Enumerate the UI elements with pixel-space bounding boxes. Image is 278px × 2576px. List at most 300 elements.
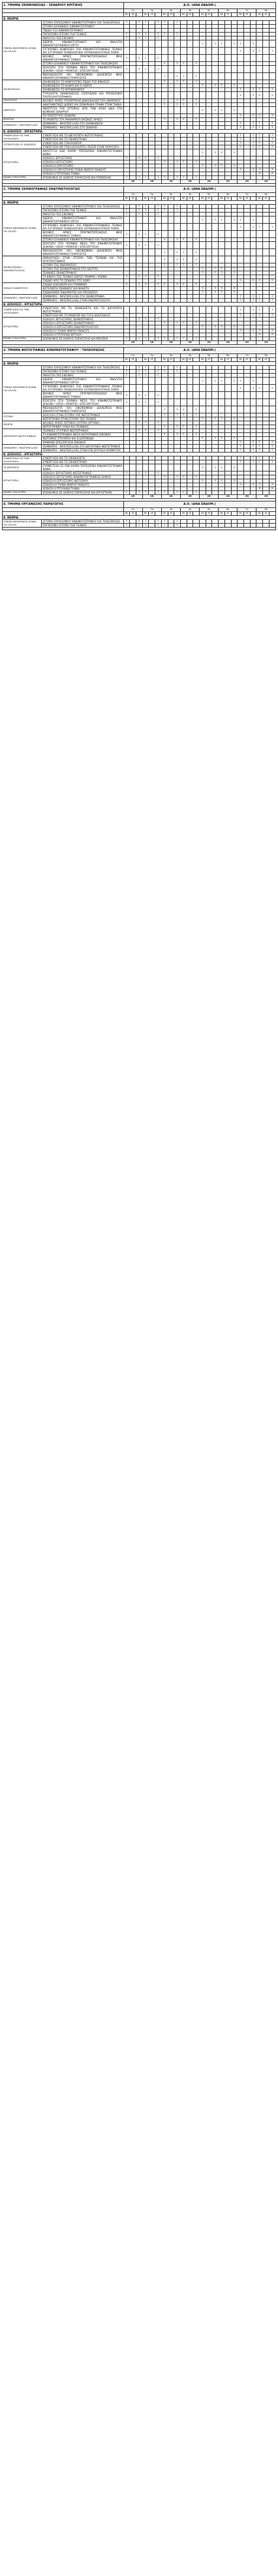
hours-theory-cell: 3 — [219, 287, 225, 291]
hours-total-cell: 2 — [193, 103, 200, 107]
hours-total-cell: 1 — [250, 307, 256, 314]
hours-total-cell: 2 — [174, 238, 181, 242]
hours-total-cell: 2 — [212, 107, 219, 114]
hours-theory-cell: 2 — [123, 399, 130, 406]
hours-lab-cell — [149, 406, 155, 413]
hours-theory-cell: 5 — [161, 283, 168, 287]
hours-theory-cell: 2 — [123, 55, 130, 62]
total-hours-cell: 25 — [123, 495, 142, 499]
hours-total-cell: 2 — [193, 413, 200, 417]
course-name-cell: ΣΕΜΙΝΑΡΙΟ - MASTERCLASS ΣΤΟ ΣΕΝΑΡΙΟ — [42, 126, 123, 130]
hours-total-cell: 2 — [136, 370, 143, 374]
hours-theory-cell — [142, 406, 149, 413]
hours-total-cell: 2 — [136, 520, 143, 524]
hours-lab-cell — [168, 242, 174, 249]
hours-total-cell — [212, 55, 219, 62]
hours-theory-cell: 2 — [200, 84, 206, 88]
hours-theory-cell — [256, 464, 263, 472]
hours-total-cell: 4 — [155, 157, 162, 160]
hours-lab-cell — [206, 92, 212, 99]
semester-sub-lab: εξ — [149, 197, 155, 201]
hours-theory-cell — [161, 107, 168, 114]
hours-theory-cell: 2 — [256, 114, 263, 118]
semester-sub-lab: εξ — [224, 358, 231, 362]
total-hours-cell: 25 — [161, 180, 180, 184]
hours-total-cell — [269, 249, 275, 256]
hours-theory-cell — [200, 55, 206, 62]
semester-sub-theory: θε — [142, 13, 149, 17]
total-hours-cell: 25 — [142, 495, 161, 499]
hours-lab-cell — [243, 224, 250, 231]
hours-total-cell: 2 — [231, 291, 238, 295]
hours-theory-cell: 1 — [161, 176, 168, 180]
department-title: 2. ΤΜΗΜΑ ΣΚΗΝΟΓΡΑΦΙΑΣ ΕΝΔΥΜΑΤΟΛΟΓΙΑΣ — [3, 187, 124, 193]
hours-theory-cell: 2 — [123, 370, 130, 374]
hours-total-cell: 1 — [155, 491, 162, 495]
hours-total-cell: 1 — [250, 217, 256, 224]
hours-total-cell — [231, 399, 238, 406]
hours-theory-cell — [200, 73, 206, 80]
hours-theory-cell — [180, 307, 187, 314]
hours-theory-cell: 1 — [180, 337, 187, 341]
hours-total-cell — [193, 392, 200, 399]
hours-theory-cell: 2 — [142, 21, 149, 25]
category-cell: ΣΚΗΝΟΘΕΣΙΑ — [3, 80, 42, 99]
hours-theory-cell — [256, 392, 263, 399]
hours-lab-cell — [149, 92, 155, 99]
hours-total-cell: 2 — [212, 84, 219, 88]
course-name-cell: ΑΣΚΗΣΗ ΙΙΙ ΕΡΓΑΣΤΗΡΙΟ ΕΝΔΥΜΑΤΟΛΟΓΙΑΣ — [42, 325, 123, 329]
course-name-cell: ΘΕΩΡΙΑ ΚΙΝΗΜΑΤΟΓΡΑΦΟΥ ΚΑΙ ΑΝΑΛΥΣΗ ΚΙΝΗΜΑΤΟΓΡΑΦΙΚΟΥ ΕΡΓΟΥ — [42, 40, 123, 47]
course-name-cell: ΣΥΝΕΡΓΑΣΙΑ ΜΕ ΤΟΝ ΜΟΝΤΕΡ — [42, 142, 123, 145]
hours-total-cell: 2 — [250, 279, 256, 283]
hours-theory-cell: 2 — [238, 279, 244, 283]
course-name-cell: ΣΥΝΕΡΓΑΣΙΑ ΜΕ ΤΟ ΔΙΕΥΘΥΝΤΗ ΦΩΤΟΓΡΑΦΙΑΣ — [42, 134, 123, 138]
hours-theory-cell: 2 — [142, 209, 149, 213]
course-name-cell: ΦΩΤΙΣΜΟΣ ΣΤΟΥΝΤΙΟ ΚΑΙ ΕΞΩΤΕΡΙΚΩΝ — [42, 437, 123, 441]
hours-theory-cell — [238, 256, 244, 263]
semester-sub-theory: θε — [161, 197, 168, 201]
hours-theory-cell: 2 — [219, 291, 225, 295]
course-name-cell: ΣΕΜΙΝΑΡΙΟ - MASTERCLASS ΣΤΗ ΔΙΕΥΘΥΝΣΗ ΦΩΤΟΓΡΑΦΙΑΣ — [42, 445, 123, 449]
hours-theory-cell — [123, 73, 130, 80]
hours-lab-cell — [263, 231, 270, 238]
hours-total-cell: 4 — [231, 325, 238, 329]
hours-total-cell — [269, 231, 275, 238]
course-row — [3, 242, 276, 249]
category-cell: ΣΥΝΕΡΓΑΣΙΑ ΓΙΑ ΤΗΝ ΥΛΟΠΟΙΗΣΗ — [3, 307, 42, 318]
course-name-cell: ΤΥΠΟΛΟΓΙΑ ΣΚΗΝΟΘΕΣΙΑΣ (ΣΠΟΥΔΑΙΟΙ ΚΑΙ ΠΡΟΣΩΠΙΚΟΙ ΤΡΟΠΟΙ ΚΑΤΑΓΡΑΦΗΣ) — [42, 92, 123, 98]
hours-lab-cell — [149, 256, 155, 263]
hours-total-cell: 2 — [136, 205, 143, 209]
hours-total-cell: 2 — [269, 114, 275, 118]
semester-sub-lab: εξ — [130, 13, 136, 17]
hours-theory-cell — [161, 40, 168, 48]
hours-total-cell: 2 — [174, 256, 181, 263]
hours-theory-cell — [180, 55, 187, 62]
hours-lab-cell — [224, 217, 231, 224]
hours-total-cell: 2 — [136, 37, 143, 40]
hours-theory-cell — [123, 256, 130, 263]
course-name-cell: ΑΦΗΓΗΜΑΤΙΚΕΣ ΔΟΜΕΣ ΚΑΙ ΣΕΝΑΡΙΑΚΗ ΓΡΑΦΗ ΣΤΗΝ ΤΑΙΝΙΑ — [42, 103, 123, 107]
course-name-cell: ΒΑΣΙΚΕΣ ΑΡΧΕΣ ΠΡΑΓΜΑΤΟΠΟΙΗΣΗΣ ΜΙΑΣ ΚΙΝΗΜΑΤΟΓΡΑΦΙΚΗΣ ΤΑΙΝΙΑΣ — [42, 392, 123, 398]
hours-total-cell — [250, 392, 256, 399]
total-hours-cell: 25 — [180, 495, 199, 499]
hours-total-cell — [155, 217, 162, 224]
hours-theory-cell: 2 — [142, 520, 149, 524]
hours-theory-cell — [256, 231, 263, 238]
hours-lab-cell — [263, 48, 270, 55]
category-cell: ΓΕΝΙΚΑ ΜΑΘΗΜΑΤΑ ΚΟΙΝΑ ΓΙΑ ΟΛΟΥΣ — [3, 21, 42, 80]
hours-theory-cell — [142, 249, 149, 256]
hours-total-cell: 1 — [212, 40, 219, 48]
hours-total-cell — [193, 107, 200, 114]
hours-total-cell: 4 — [212, 325, 219, 329]
hours-total-cell — [155, 249, 162, 256]
hours-theory-cell: 4 — [180, 322, 187, 325]
hours-theory-cell: 4 — [200, 164, 206, 168]
course-name-cell: ΚΑΤΑΣΚΕΥΗ ΣΚΗΝΙΚΟΥ ΚΑΙ ΜΑΚΕΤΑ — [42, 287, 123, 291]
semester-label: 2ο — [142, 508, 161, 512]
hours-lab-cell — [130, 385, 136, 392]
course-row — [3, 385, 276, 392]
hours-theory-cell: 1 — [180, 73, 187, 80]
hours-total-cell — [155, 307, 162, 314]
hours-total-cell: 1 — [231, 40, 238, 48]
hours-lab-cell — [224, 40, 231, 48]
hours-lab-cell — [243, 73, 250, 80]
hours-theory-cell: 2 — [219, 107, 225, 114]
semester-label: 7ο — [238, 508, 256, 512]
semester-sub-theory: θε — [238, 197, 244, 201]
hours-theory-cell — [238, 242, 244, 249]
hours-theory-cell: 4 — [219, 479, 225, 483]
course-row — [3, 92, 276, 99]
hours-lab-cell — [168, 55, 174, 62]
hours-lab-cell — [224, 107, 231, 114]
hours-lab-cell — [206, 385, 212, 392]
hours-total-cell: 2 — [231, 149, 238, 157]
hours-total-cell — [193, 40, 200, 48]
course-row — [3, 378, 276, 385]
hours-total-cell: 2 — [212, 417, 219, 421]
hours-lab-cell — [243, 231, 250, 238]
course-name-cell: ΣΧΕΔΙΟ ΑΠΟ ΤΟ ΣΕΝΑΡΙΟ ΣΤΟ ΧΩΡΟ — [42, 279, 123, 283]
hours-theory-cell — [256, 256, 263, 263]
hours-total-cell — [174, 242, 181, 249]
hours-theory-cell: 2 — [180, 425, 187, 429]
hours-theory-cell — [219, 231, 225, 238]
gap-cell — [3, 528, 276, 530]
hours-total-cell: 2 — [174, 524, 181, 528]
course-name-cell: ΕΠΙΣΚΕΨΕΙΣ ΣΕ ΧΩΡΟΥΣ ΠΑΡΑΓΩΓΗΣ ΚΑΙ ΜΟΥΣΕΙΑ — [42, 337, 123, 341]
hours-total-cell — [193, 149, 200, 157]
hours-total-cell: 2 — [212, 464, 219, 472]
course-name-cell: ΠΑΓΚΟΣΜΙΑ ΙΣΤΟΡΙΑ ΤΗΣ ΤΕΧΝΗΣ — [42, 33, 123, 37]
hours-lab-cell — [243, 242, 250, 249]
hours-theory-cell: 1 — [161, 491, 168, 495]
course-name-cell: ΙΣΤΟΡΙΑ ΕΛΛΗΝΙΚΟΥ ΚΙΝΗΜΑΤΟΓΡΑΦΟΥ ΚΑΙ ΤΗΛΕΟΡΑΣΗΣ — [42, 62, 123, 66]
hours-total-cell — [136, 217, 143, 224]
hours-theory-cell — [180, 399, 187, 406]
category-cell: ΣΧΕΔΙΟ ΕΙΔΙΚΕΥΣΗΣ — [3, 283, 42, 295]
hours-theory-cell — [180, 464, 187, 472]
hours-theory-cell — [200, 242, 206, 249]
hours-lab-cell — [206, 40, 212, 48]
semester-sub-lab: εξ — [130, 197, 136, 201]
hours-lab-cell — [187, 231, 193, 238]
hours-lab-cell — [224, 224, 231, 231]
hours-theory-cell — [200, 399, 206, 406]
hours-total-cell: 1 — [269, 299, 275, 303]
category-cell: ΕΡΓΑΣΤΗΡΙΑ — [3, 149, 42, 176]
hours-total-cell — [136, 256, 143, 263]
course-name-cell: ΤΑ ΚΙΝΗΜΑΤΟΓΡΑΦΙΚΑ ΜΕΣΑ ΚΑΤΑΓΡΑΦΗΣ ΕΙΚΟΝΑΣ — [42, 433, 123, 437]
semester-sub-theory: θε — [238, 512, 244, 516]
hours-lab-cell — [263, 149, 270, 157]
hours-theory-cell — [219, 66, 225, 73]
hours-theory-cell — [238, 73, 244, 80]
hours-lab-cell — [168, 256, 174, 263]
hours-theory-cell — [180, 378, 187, 385]
hours-total-cell — [136, 73, 143, 80]
course-row — [3, 107, 276, 114]
hours-lab-cell — [187, 242, 193, 249]
hours-total-cell: 1 — [193, 118, 200, 122]
hours-theory-cell: 1 — [200, 217, 206, 224]
hours-lab-cell — [206, 392, 212, 399]
course-name-cell: ΣΕΜΙΝΑΡΙΟ - MASTERCLASS ΣΤΗ ΣΚΗΝΟΘΕΣΙΑ — [42, 122, 123, 126]
hours-total-cell — [193, 378, 200, 385]
hours-theory-cell: 5 — [180, 283, 187, 287]
hours-total-cell: 4 — [193, 322, 200, 325]
hours-total-cell: 2 — [212, 437, 219, 441]
hours-theory-cell — [219, 256, 225, 263]
hours-theory-cell: 2 — [123, 213, 130, 217]
hours-theory-cell: 2 — [123, 209, 130, 213]
hours-total-cell: 2 — [212, 149, 219, 157]
semester-sub-theory: θε — [123, 512, 130, 516]
hours-total-cell: 1 — [174, 337, 181, 341]
total-hours-cell: 25 — [238, 180, 256, 184]
hours-theory-cell — [161, 149, 168, 157]
hours-total-cell: 2 — [174, 80, 181, 84]
hours-total-cell — [193, 385, 200, 392]
semester-sub-lab: εξ — [243, 358, 250, 362]
hours-lab-cell — [263, 392, 270, 399]
hours-header: Δ.Ο. (ΑΝΑ ΕΒΔΟΜ.) — [123, 502, 275, 508]
hours-total-cell — [155, 378, 162, 385]
semester-sub-theory: θε — [123, 13, 130, 17]
course-name-cell: ΕΙΣΑΓΩΓΗ ΣΤΗ ΤΕΧΝΙΚΗ ΜΕΣΑ ΤΟΥ ΚΙΝΗΜΑΤΟΓΡΑΦΟΥ (ΕΙΚΟΝΑ / ΗΧΟΣ / ΜΟΝΤΑΖ / ΕΠΕΞΕΡΓΑΣΙΑ) — [42, 66, 123, 72]
hours-lab-cell — [206, 256, 212, 263]
hours-total-cell: 2 — [136, 209, 143, 213]
hours-theory-cell: 2 — [180, 263, 187, 267]
hours-total-cell: 1 — [136, 337, 143, 341]
hours-lab-cell — [130, 40, 136, 48]
hours-total-cell: 2 — [136, 213, 143, 217]
hours-total-cell: 1 — [250, 299, 256, 303]
course-row — [3, 217, 276, 224]
hours-total-cell: 2 — [155, 275, 162, 279]
hours-lab-cell — [263, 307, 270, 314]
hours-theory-cell: 1 — [256, 460, 263, 464]
semester-label: 7ο — [238, 193, 256, 197]
course-name-cell: ΑΣΚΗΣΗ V ΠΤΥΧΙΑΚΗ ΕΡΓΑΣΙΑ — [42, 333, 123, 337]
course-name-cell: ΣΕΜΙΝΑΡΙΟ - MASTERCLASS ΣΤΗ ΣΚΗΝΟΓΡΑΦΙΑ — [42, 295, 123, 299]
hours-total-cell — [212, 48, 219, 55]
hours-theory-cell — [180, 48, 187, 55]
department-title-row — [3, 187, 276, 193]
hours-lab-cell — [149, 399, 155, 406]
hours-lab-cell — [263, 224, 270, 231]
hours-theory-cell — [161, 217, 168, 224]
hours-total-cell — [212, 73, 219, 80]
semester-sub-lab: εξ — [206, 197, 212, 201]
hours-theory-cell: 1 — [200, 40, 206, 48]
semester-sub-lab: εξ — [243, 13, 250, 17]
hours-total-cell: 2 — [136, 429, 143, 433]
hours-total-cell — [212, 242, 219, 249]
total-hours-cell: 25 — [123, 180, 142, 184]
hours-total-cell — [269, 40, 275, 48]
hours-total-cell: 4 — [136, 318, 143, 322]
hours-total-cell — [250, 55, 256, 62]
course-row — [3, 40, 276, 48]
hours-total-cell — [212, 399, 219, 406]
semester-sub-lab: εξ — [224, 512, 231, 516]
hours-theory-cell: 2 — [219, 149, 225, 157]
hours-theory-cell — [219, 242, 225, 249]
hours-lab-cell — [243, 149, 250, 157]
semester-sub-theory: θε — [123, 358, 130, 362]
hours-theory-cell: 2 — [161, 366, 168, 370]
hours-theory-cell — [123, 378, 130, 385]
hours-total-cell: 2 — [231, 464, 238, 472]
semester-sub-theory: θε — [142, 358, 149, 362]
hours-theory-cell: 2 — [123, 524, 130, 528]
hours-total-cell — [136, 378, 143, 385]
hours-theory-cell: 2 — [142, 370, 149, 374]
semester-sub-lab: εξ — [187, 358, 193, 362]
hours-total-cell: 2 — [155, 55, 162, 62]
hours-lab-cell — [130, 378, 136, 385]
hours-theory-cell: 1 — [256, 307, 263, 314]
section-labs-title: Β. ΑΣΚΗΣΕΙΣ - ΕΡΓΑΣΤΗΡΙΑ — [3, 130, 276, 134]
hours-lab-cell — [243, 406, 250, 413]
hours-total-cell: 1 — [250, 142, 256, 145]
hours-total-cell: 2 — [174, 413, 181, 417]
hours-theory-cell: 4 — [238, 168, 244, 172]
course-name-cell: ΤΟ ΜΟΝΤΑΖ ΣΤΑ ΜΑΘΗΜΑΤΑ ΒΑΣΙΚΕΣ ΑΡΧΕΣ — [42, 118, 123, 122]
hours-total-cell — [269, 242, 275, 249]
course-row — [3, 464, 276, 472]
hours-total-cell: 5 — [193, 283, 200, 287]
hours-theory-cell — [123, 48, 130, 55]
semester-label: 7ο — [238, 9, 256, 13]
hours-total-cell — [231, 231, 238, 238]
hours-lab-cell — [224, 385, 231, 392]
hours-total-cell: 1 — [174, 249, 181, 256]
hours-theory-cell: 2 — [180, 238, 187, 242]
hours-total-cell: 2 — [231, 417, 238, 421]
hours-total-cell: 2 — [136, 55, 143, 62]
hours-lab-cell — [187, 385, 193, 392]
hours-header: Δ.Ο. (ΑΝΑ ΕΒΔΟΜ.) — [123, 187, 275, 193]
hours-lab-cell — [130, 149, 136, 157]
hours-theory-cell: 2 — [161, 33, 168, 37]
course-name-cell: ΑΣΚΗΣΗ ΙΙ ΕΡΓΑΣΤΗΡΙΟ — [42, 160, 123, 164]
hours-total-cell — [174, 231, 181, 238]
course-name-cell: ΜΕΘΟΔΟΛΟΓΙΑ ΚΑΙ ΟΙΚΟΝΟΜΙΚΗ ΔΙΑΧΕΙΡΙΣΗ ΜΙΑΣ ΚΙΝΗΜΑΤΟΓΡΑΦΙΚΗΣ ΠΑΡΑΓΩΓΗΣ — [42, 406, 123, 413]
course-row — [3, 55, 276, 62]
hours-total-cell — [269, 217, 275, 224]
category-cell: ΒΙΩΜΑ ΤΗΝ ΚΤΙΡΙΑ — [3, 337, 42, 341]
hours-theory-cell: 2 — [161, 238, 168, 242]
hours-lab-cell — [263, 55, 270, 62]
semester-sub-lab: εξ — [243, 512, 250, 516]
hours-total-cell: 1 — [250, 295, 256, 299]
semester-sub-lab: εξ — [263, 197, 270, 201]
hours-total-cell: 4 — [174, 475, 181, 479]
hours-theory-cell: 4 — [142, 472, 149, 475]
hours-theory-cell: 1 — [256, 299, 263, 303]
hours-lab-cell — [168, 385, 174, 392]
semester-label: 8ο — [256, 354, 276, 358]
hours-theory-cell — [161, 55, 168, 62]
hours-lab-cell — [168, 249, 174, 256]
hours-total-cell: 2 — [212, 271, 219, 275]
hours-theory-cell — [256, 66, 263, 73]
hours-total-cell — [250, 406, 256, 413]
hours-total-cell: 1 — [269, 224, 275, 231]
total-hours-cell: 25 — [200, 495, 219, 499]
course-name-cell: ΤΕΧΝΙΚΕΣ ΣΤΑΤΙΚΗΣ ΦΩΤΟΓΡΑΦΙΑΣ — [42, 429, 123, 433]
course-name-cell: ΣΥΓΧΡΟΝΕΣ ΕΚΦΡΑΣΕΙΣ ΤΗΣ ΚΙΝΗΜΑΤΟΓΡΑΦΙΚΗΣ ΤΕΧΝΗΣ ΚΑΙ ΣΥΓΧΡΟΝΟΙ ΤΕΧΝΟΛΟΓΙΚΟΙ ΟΠΤΙΚΟΑΚΟΥΣΤΙΚΟΙ ΠΟΡΟΙ — [42, 224, 123, 230]
hours-lab-cell — [206, 464, 212, 472]
hours-total-cell: 2 — [174, 209, 181, 213]
hours-total-cell: 2 — [193, 425, 200, 429]
hours-theory-cell: 1 — [123, 176, 130, 180]
course-name-cell: ΑΣΚΗΣΗ V ΠΤΥΧΙΑΚΗ ΤΑΙΝΙΑ — [42, 172, 123, 176]
hours-lab-cell — [243, 307, 250, 314]
total-hours-cell: 25 — [238, 495, 256, 499]
hours-total-cell: 2 — [174, 366, 181, 370]
department-gap — [3, 528, 276, 530]
hours-theory-cell: 6 — [256, 172, 263, 176]
hours-total-cell: 2 — [136, 33, 143, 37]
course-row — [3, 399, 276, 406]
hours-total-cell: 4 — [174, 322, 181, 325]
hours-theory-cell: 4 — [200, 325, 206, 329]
hours-lab-cell — [187, 55, 193, 62]
hours-theory-cell: 2 — [161, 370, 168, 374]
hours-theory-cell: 1 — [256, 295, 263, 299]
course-name-cell: ΙΣΤΟΡΙΑ ΠΑΓΚΟΣΜΙΟΥ ΚΙΝΗΜΑΤΟΓΡΑΦΟΥ ΚΑΙ ΤΗΛΕΟΡΑΣΗΣ — [42, 205, 123, 209]
hours-theory-cell: 2 — [256, 279, 263, 283]
semester-sub-theory: θε — [142, 197, 149, 201]
hours-lab-cell — [149, 107, 155, 114]
hours-theory-cell: 1 — [238, 217, 244, 224]
department-title: 3. ΤΜΗΜΑ ΦΩΤΟΓΡΑΦΙΑΣ ΚΙΝΗΜΑΤΟΓΡΑΦΟΥ - ΤΗΛΕΟΡΑΣΗΣ — [3, 348, 124, 354]
semester-sub-lab: εξ — [206, 13, 212, 17]
hours-total-cell: 4 — [136, 157, 143, 160]
semester-sub-theory: θε — [200, 197, 206, 201]
hours-theory-cell: 2 — [142, 231, 149, 238]
hours-theory-cell: 1 — [219, 267, 225, 271]
total-hours-cell: 25 — [180, 180, 199, 184]
hours-total-cell: 1 — [269, 142, 275, 145]
